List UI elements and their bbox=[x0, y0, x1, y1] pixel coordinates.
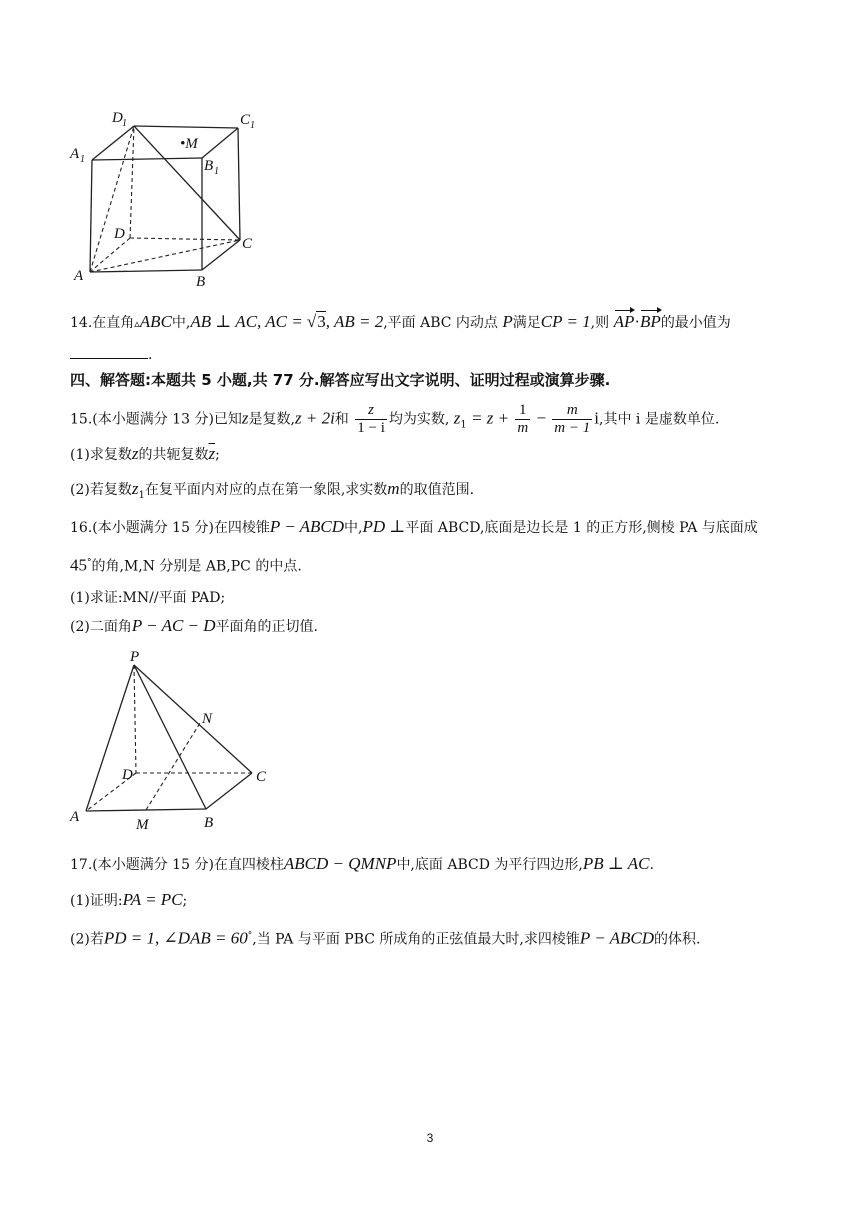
question-16-part-1: (1)求证:MN//平面 PAD; bbox=[70, 590, 226, 606]
label-m: •M bbox=[180, 136, 198, 152]
label-b: B bbox=[204, 815, 214, 831]
question-17-part-1: (1)证明:PA = PC; bbox=[70, 890, 188, 909]
label-c: C bbox=[256, 769, 267, 785]
label-a: A bbox=[74, 268, 84, 284]
section-4-heading: 四、解答题:本题共 5 小题,共 77 分.解答应写出文字说明、证明过程或演算步骤. bbox=[70, 371, 611, 389]
question-15-part-2: (2)若复数$z_1$在复平面内对应的点在第一象限,求实数m的取值范围. bbox=[70, 479, 475, 501]
answer-blank-14: . bbox=[70, 344, 152, 365]
question-16-part-2: (2)二面角P − AC − D平面角的正切值. bbox=[70, 616, 319, 635]
question-16: 16.(本小题满分 15 分)在四棱锥P − ABCD中,PD ⊥平面 ABCD,底面是边长是 1 的正方形,侧棱 PA 与底面成 bbox=[70, 517, 758, 536]
label-c1: C bbox=[240, 112, 251, 128]
label-b1: B bbox=[204, 158, 214, 174]
svg-text:1: 1 bbox=[80, 154, 85, 165]
question-15-part-1: (1)求复数z的共轭复数$\overline{z}$; bbox=[70, 444, 220, 463]
svg-text:1: 1 bbox=[122, 118, 127, 129]
label-m: M bbox=[136, 817, 149, 833]
label-c: C bbox=[242, 236, 253, 252]
label-n: N bbox=[202, 711, 213, 727]
label-d: D bbox=[114, 226, 125, 242]
question-17-part-2: (2)若PD = 1, ∠DAB = 60°,当 PA 与平面 PBC 所成角的正弦值最大时,求四棱锥P − ABCD的体积. bbox=[70, 928, 701, 948]
pyramid-figure bbox=[66, 645, 286, 835]
label-d1: D bbox=[112, 110, 123, 126]
question-17: 17.(本小题满分 15 分)在直四棱柱ABCD − QMNP中,底面 ABCD 为平行四边形,PB ⊥ AC. bbox=[70, 854, 654, 873]
question-15: 15.(本小题满分 13 分)已知z是复数,z + 2i和 $\frac{z}{1 - i}$ 均为实数, $z_1 = z$ + $\frac{1}{m}$ − $\frac{m}{m - 1}$ i,其中 i 是虚数单位. bbox=[70, 402, 720, 436]
question-16-line-2: 45°的角,M,N 分别是 AB,PC 的中点. bbox=[70, 555, 302, 575]
label-a: A bbox=[70, 809, 80, 825]
label-b: B bbox=[196, 274, 206, 290]
svg-text:1: 1 bbox=[250, 120, 255, 131]
svg-text:1: 1 bbox=[214, 166, 219, 177]
cube-figure bbox=[68, 100, 268, 295]
question-14: 14.在直角▵ABC中,AB ⊥ AC, AC = √3, AB = 2,平面 ABC 内动点 P满足CP = 1,则 AP·BP的最小值为 bbox=[70, 312, 731, 331]
page-number: 3 bbox=[426, 1131, 434, 1145]
label-p: P bbox=[130, 649, 140, 665]
label-a1: A bbox=[70, 146, 80, 162]
label-d: D bbox=[122, 767, 133, 783]
